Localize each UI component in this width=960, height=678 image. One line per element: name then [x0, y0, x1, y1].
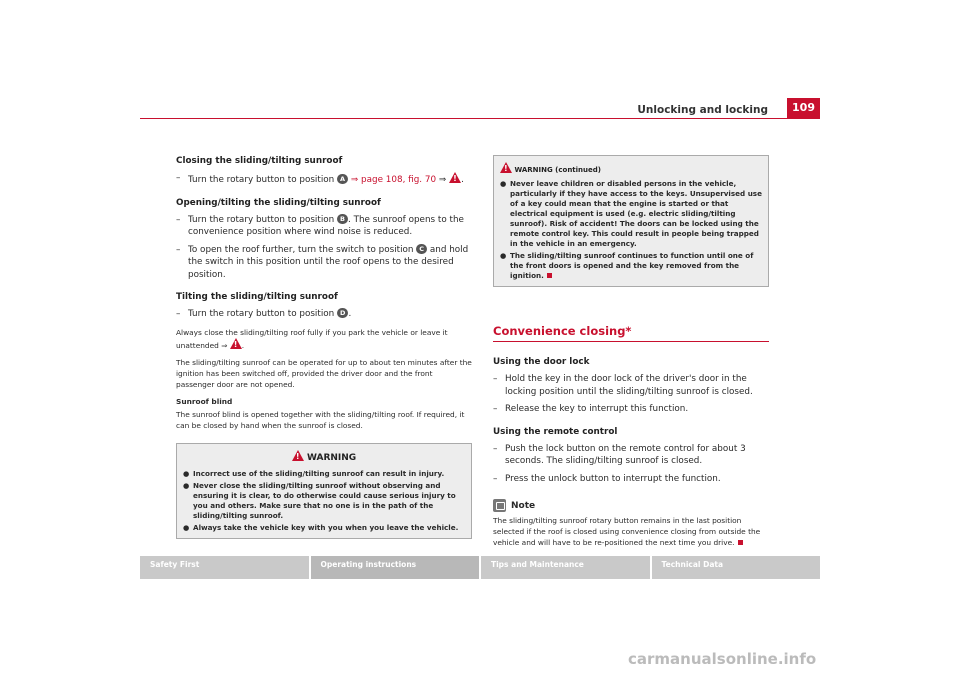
warning-triangle-icon: [449, 172, 461, 183]
remote-step-text: Press the unlock button to interrupt the function.: [505, 473, 721, 484]
remote-heading: Using the remote control: [493, 426, 618, 437]
tilt-step-pre: Turn the rotary button to position: [188, 309, 335, 319]
warning-continued-header: [500, 162, 762, 176]
warning-item: ● Never leave children or disabled persons in the vehicle, particularly if they have access to the keys. Unsupervised use of a key could mean that the engine is started or that electrical equipment is used (e.g. electric sliding/tilting sunroof). Risk of accident! The doors can be locked using the remote control key. This could result in people being trapped in the vehicle in an emergency.: [500, 179, 762, 248]
warning-header: [183, 450, 465, 464]
footer-nav: [140, 556, 820, 579]
blind-paragraph: The sunroof blind is opened together with the sliding/tilting roof. If required, it can be closed by hand when the sunroof is closed.: [176, 409, 465, 430]
note-title: Note: [511, 500, 536, 511]
door-step: – Release the key to interrupt this function.: [493, 404, 689, 414]
tab-tips-maintenance[interactable]: Tips and Maintenance: [481, 556, 650, 579]
note-header: [493, 499, 769, 512]
tab-technical-data[interactable]: Technical Data: [652, 556, 821, 579]
open-step-1-pre: Turn the rotary button to position: [188, 214, 335, 225]
door-step: – Hold the key in the door lock of the driver's door in the locking position until the sliding/tilting sunroof is closed.: [493, 374, 753, 397]
remote-step-text: Push the lock button on the remote control for about 3 seconds. The sliding/tilting sunroof is closed.: [505, 443, 746, 466]
open-step-2-post: and hold the switch in this position until the roof opens to the desired position.: [188, 244, 469, 280]
end-marker-icon: [738, 540, 743, 545]
tilting-heading: Tilting the sliding/tilting sunroof: [176, 292, 338, 302]
tilt-step: – Turn the rotary button to position D .: [176, 309, 352, 319]
warning-item: ● Always take the vehicle key with you when you leave the vehicle.: [183, 522, 459, 532]
position-c-badge: C: [416, 244, 427, 254]
warning-item: ● The sliding/tilting sunroof continues to function until one of the front doors is opened and the key removed from the ignition.: [500, 251, 754, 280]
open-step-1-post: . The sunroof opens to the convenience position where wind noise is reduced.: [188, 214, 464, 237]
door-step-text: Release the key to interrupt this function.: [505, 404, 689, 414]
open-step-2: – To open the roof further, turn the switch to position C and hold the switch in this position until the roof opens to the desired position.: [176, 244, 469, 280]
warning-item-text: Always take the vehicle key with you when you leave the vehicle.: [193, 522, 459, 532]
section-title: Convenience closing*: [493, 325, 769, 342]
warning-item-text: Never close the sliding/tilting sunroof without observing and ensuring it is clear, to do otherwise could cause serious injury to you and others. Make sure that no one is in the path of the sliding/tilting sunroof.: [193, 480, 456, 520]
warning-item-text: Incorrect use of the sliding/tilting sunroof can result in injury.: [193, 468, 445, 478]
open-step-2-pre: To open the roof further, turn the switch to position: [188, 244, 414, 255]
closing-xref-link[interactable]: ⇒ page 108, fig. 70: [348, 175, 437, 185]
warning-triangle-icon: [292, 450, 304, 461]
warning-continued-box: [493, 155, 769, 287]
remote-step: – Push the lock button on the remote control for about 3 seconds. The sliding/tilting sunroof is closed.: [493, 443, 746, 466]
note-icon: [493, 499, 506, 512]
remote-step: – Press the unlock button to interrupt the function.: [493, 473, 721, 484]
warning-triangle-icon: [500, 162, 512, 173]
opening-heading: Opening/tilting the sliding/tilting sunroof: [176, 197, 381, 208]
timing-paragraph: The sliding/tilting sunroof can be operated for up to about ten minutes after the ignition has been switched off, provided the driver door and the front passenger door are not opened.: [176, 357, 472, 389]
warning-title: WARNING: [306, 452, 357, 463]
closing-step-text: Turn the rotary button to position: [188, 175, 335, 185]
page-header-title: Unlocking and locking: [637, 104, 768, 116]
blind-heading: Sunroof blind: [176, 396, 233, 406]
closing-arrow: ⇒: [438, 175, 447, 185]
door-lock-heading: Using the door lock: [493, 357, 590, 367]
warning-item-text: The sliding/tilting sunroof continues to function until one of the front doors is opened and the key removed from the ignition.: [510, 251, 754, 280]
left-column: [176, 155, 472, 539]
unattended-text: Always close the sliding/tilting roof fully if you park the vehicle or leave it unattended: [176, 327, 448, 350]
watermark: carmanualsonline.info: [628, 650, 817, 668]
tab-safety-first[interactable]: Safety First: [140, 556, 309, 579]
warning-continued-title: WARNING (continued): [514, 166, 601, 174]
right-column: [493, 155, 769, 548]
warning-item-text: Never leave children or disabled persons in the vehicle, particularly if they have access to the keys. Unsupervised use of a key could mean that the engine is started or that electrical equipment is used (e.g. electric sliding/tilting sunroof). Risk of accident! The doors can be locked using the remote control key. This could result in people being trapped in the vehicle in an emergency.: [510, 179, 762, 248]
position-b-badge: B: [337, 214, 348, 224]
warning-item: ● Incorrect use of the sliding/tilting sunroof can result in injury.: [183, 468, 445, 478]
door-step-text: Hold the key in the door lock of the driver's door in the locking position until the sliding/tilting sunroof is closed.: [505, 374, 753, 397]
open-step-1: – Turn the rotary button to position B . The sunroof opens to the convenience position where wind noise is reduced.: [176, 214, 464, 237]
closing-heading: Closing the sliding/tilting sunroof: [176, 156, 343, 166]
note-text: The sliding/tilting sunroof rotary button remains in the last position selected if the roof is closed using convenience closing from outside the vehicle and will have to be re-positioned the next time you drive.: [493, 516, 761, 547]
closing-step: – Turn the rotary button to position A ⇒ page 108, fig. 70 ⇒ ! .: [176, 172, 472, 187]
warning-box: [176, 443, 472, 539]
end-marker-icon: [547, 273, 552, 278]
position-d-badge: D: [337, 308, 348, 318]
warning-item: ● Never close the sliding/tilting sunroof without observing and ensuring it is clear, to do otherwise could cause serious injury to you and others. Make sure that no one is in the path of the sliding/tilting sunroof.: [183, 480, 456, 520]
page-number: 109: [787, 98, 820, 118]
warning-triangle-icon: [230, 338, 242, 349]
note-paragraph: [493, 515, 769, 548]
unattended-paragraph: Always close the sliding/tilting roof fully if you park the vehicle or leave it unattended ⇒ ! .: [176, 327, 472, 351]
tab-operating-instructions[interactable]: Operating instructions: [311, 556, 480, 579]
unattended-arrow: ⇒: [221, 340, 228, 350]
position-a-badge: A: [337, 174, 348, 184]
header-rule: [140, 118, 820, 119]
